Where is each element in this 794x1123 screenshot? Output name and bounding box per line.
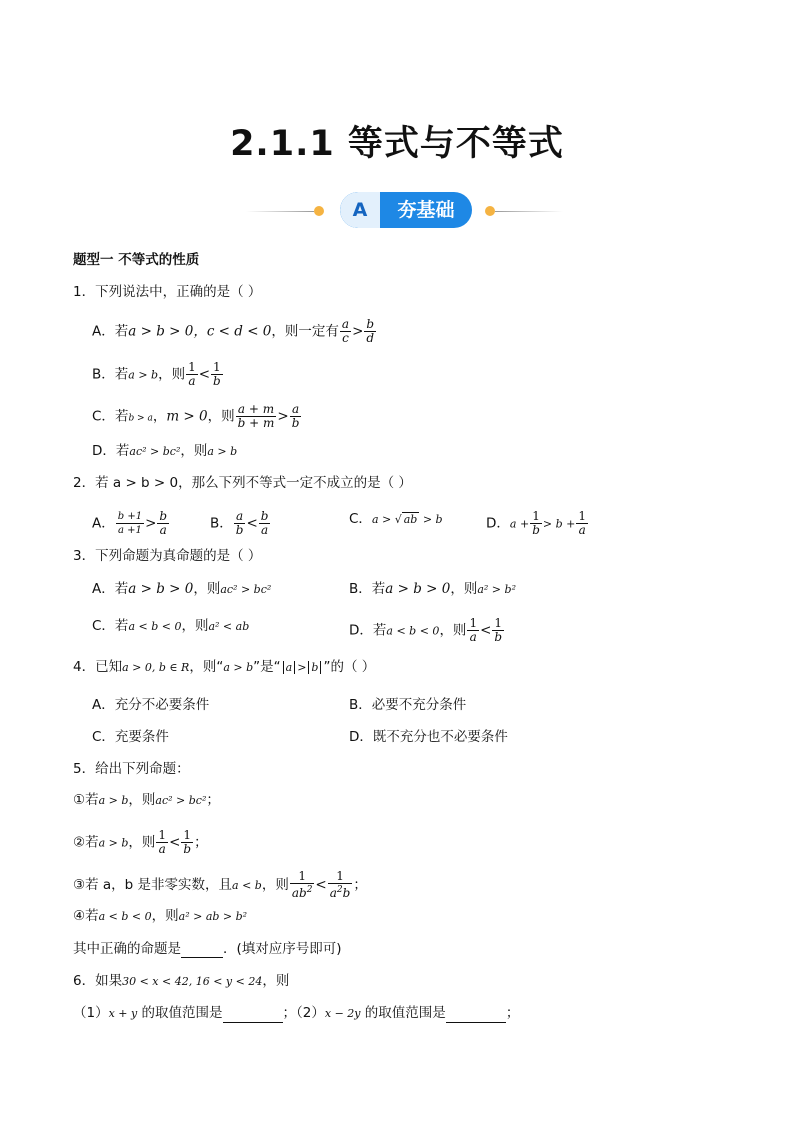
banner-dot-left — [314, 206, 324, 216]
q1-option-c: C．若b > a，m > 0，则 $\frac{a + m}{b + m}$ > $\frac{a}{b}$ — [92, 402, 300, 430]
banner-dot-right — [485, 206, 495, 216]
q1-option-b: B．若a > b，则 $\frac{1}{a}$ < $\frac{1}{b}$ — [92, 360, 221, 388]
q3-option-a: A．若a > b > 0，则ac² > bc² — [92, 581, 272, 597]
section-heading: 题型一 不等式的性质 — [73, 252, 200, 268]
q6-answer-blank-1[interactable] — [223, 1008, 283, 1023]
q1-option-d: D．若ac² > bc²，则a > b — [92, 443, 238, 459]
q2-option-c: C．a > √ ab > b — [349, 511, 443, 527]
q6-answer-blank-2[interactable] — [446, 1008, 506, 1023]
q6-stem: 6．如果30 < x < 42, 16 < y < 24，则 — [73, 973, 290, 989]
section-banner — [0, 192, 794, 230]
q3-option-d: D．若a < b < 0，则 $\frac{1}{a}$ < $\frac{1}{b}$ — [349, 616, 503, 644]
q3-stem: 3．下列命题为真命题的是（ ） — [73, 548, 262, 564]
q5-prop-4: ④若a < b < 0，则a² > ab > b² — [73, 908, 248, 924]
q4-option-b: B．必要不充分条件 — [349, 697, 467, 713]
q5-prop-3: ③若 a，b 是非零实数，且a < b，则 $\frac{1}{ab^2}$ < $\frac{1}{a^2b}$ ； — [73, 869, 367, 900]
q2-option-d: D．a + $\frac{1}{b}$ > b + $\frac{1}{a}$ — [486, 509, 586, 537]
q4-option-c: C．充要条件 — [92, 729, 169, 745]
q2-option-a: A． $\frac{b +1}{a +1}$ > $\frac{b}{a}$ — [92, 509, 168, 537]
q1-stem: 1．下列说法中，正确的是（ ） — [73, 284, 262, 300]
q4-stem: 4．已知a > 0, b ∈ R，则“a > b”是“ a > b ”的（ ） — [73, 659, 376, 675]
q4-option-d: D．既不充分也不必要条件 — [349, 729, 508, 745]
banner-letter: A — [340, 192, 380, 228]
q5-answer-blank[interactable] — [181, 943, 223, 958]
banner-pill — [340, 192, 472, 228]
q5-stem: 5．给出下列命题： — [73, 761, 190, 777]
page-title: 2.1.1 等式与不等式 — [230, 124, 564, 164]
q6-parts: （1）x + y 的取值范围是 ；（2）x − 2y 的取值范围是 ； — [73, 1005, 520, 1021]
q5-prop-1: ①若a > b，则ac² > bc²； — [73, 792, 220, 808]
q2-stem: 2．若 a > b > 0，那么下列不等式一定不成立的是（ ） — [73, 475, 412, 491]
banner-line-left — [246, 211, 314, 212]
q2-option-b: B． $\frac{a}{b}$ < $\frac{b}{a}$ — [210, 509, 269, 537]
q5-prop-2: ②若a > b，则 $\frac{1}{a}$ < $\frac{1}{b}$ ； — [73, 828, 208, 856]
q3-option-c: C．若a < b < 0，则a² < ab — [92, 618, 250, 634]
q4-option-a: A．充分不必要条件 — [92, 697, 210, 713]
q5-answer-line: 其中正确的命题是 ．(填对应序号即可) — [73, 941, 342, 957]
banner-label: 夯基础 — [397, 199, 455, 221]
banner-line-right — [495, 211, 563, 212]
q1-option-a: A．若a > b > 0，c < d < 0，则一定有 $\frac{a}{c}$ > $\frac{b}{d}$ — [92, 317, 375, 345]
q3-option-b: B．若a > b > 0，则a² > b² — [349, 581, 516, 597]
